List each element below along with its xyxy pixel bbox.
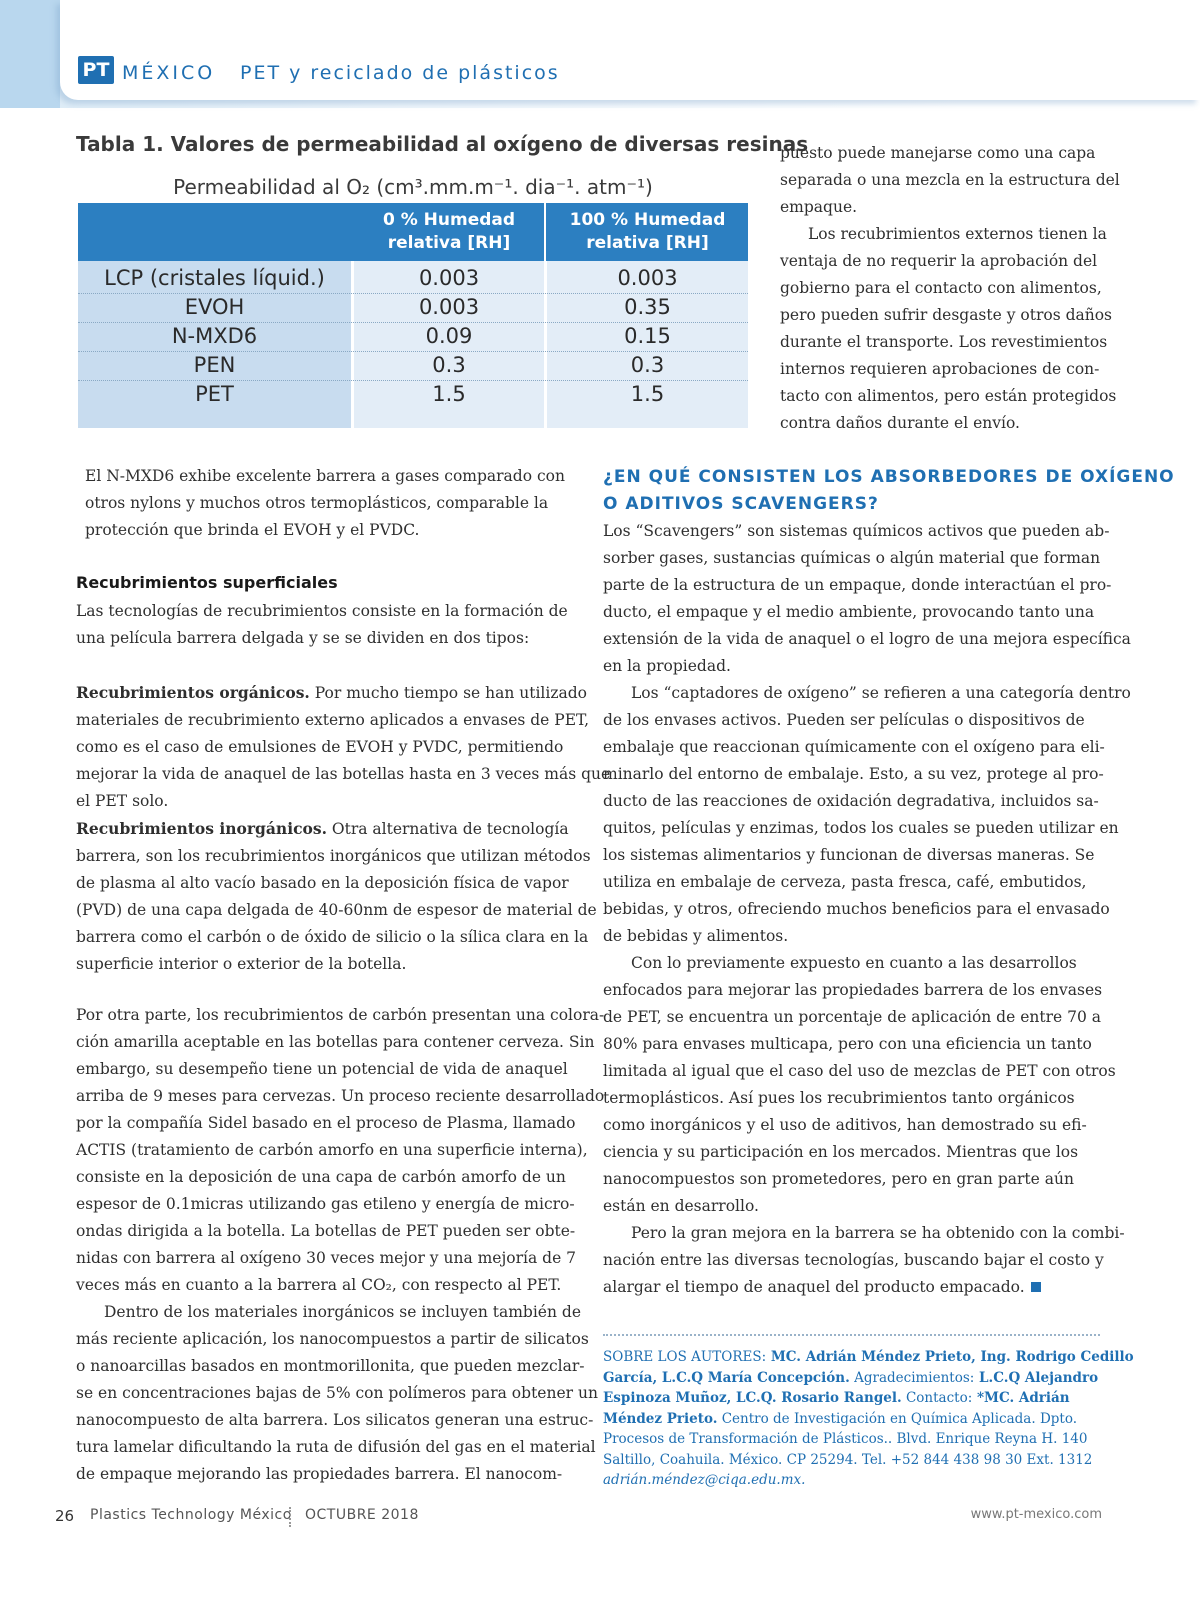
- authors-box: SOBRE LOS AUTORES: MC. Adrián Méndez Prieto, Ing. Rodrigo Cedillo García, L.C.Q María Concepción. Agradecimientos: L.C.Q Alejandro Espinoza Muñoz, LC.Q. Rosario Rangel. Contacto: *MC. Adrián Méndez Prieto. Centro de Investigación en Química Aplicada. Dpto. Procesos de Transformación de Plásticos.. Blvd. Enrique Reyna H. 140 Saltillo, Coahuila. México. CP 25294. Tel. +52 844 438 98 30 Ext. 1312 adrián.méndez@ciqa.edu.mx.: [603, 1349, 1134, 1488]
- table-header-rh100: 100 % Humedad relativa [RH]: [569, 210, 726, 253]
- authors-divider: [603, 1334, 1100, 1336]
- table-cell-resin: LCP (cristales líquid.): [104, 266, 325, 290]
- header-country: MÉXICO: [122, 62, 216, 84]
- table-row: [78, 265, 748, 294]
- table-cell-rh0: 0.003: [418, 295, 480, 319]
- table-cell-rh0: 0.09: [425, 324, 473, 348]
- magazine-name: Plastics Technology México: [90, 1507, 292, 1523]
- table-row: [78, 323, 748, 352]
- table-header-rh0: 0 % Humedad relativa [RH]: [382, 210, 516, 253]
- permeability-table: [78, 203, 748, 428]
- table-row: [78, 352, 748, 381]
- table-cell-rh100: 0.35: [624, 295, 671, 319]
- table-cell-rh100: 0.15: [624, 324, 671, 348]
- footer-divider: [289, 1507, 291, 1527]
- organic-paragraph: Recubrimientos orgánicos. Por mucho tiempo se han utilizado materiales de recubrimiento externo aplicados a envases de PET, como es el caso de emulsiones de EVOH y PVDC, permitiendo mejorar la vida de anaquel de las botellas hasta en 3 veces más que el PET solo. Recubrimientos inorgánicos. Otra alternativa de tecnología barrera, son los recubrimientos inorgánicos que utilizan métodos de plasma al alto vacío basado en la deposición física de vapor (PVD) de una capa delgada de 40-60nm de espesor de material de barrera como el carbón o de óxido de silicio o la sílica clara en la superficie interior o exterior de la botella.: [76, 683, 611, 973]
- table-title: Tabla 1. Valores de permeabilidad al oxígeno de diversas resinas: [76, 132, 809, 156]
- table-cell-resin: EVOH: [184, 295, 245, 319]
- intro-paragraph: El N-MXD6 exhibe excelente barrera a gases comparado con otros nylons y muchos otros termoplásticos, comparable la protección que brinda el EVOH y el PVDC.: [85, 467, 565, 539]
- coatings-paragraph: Las tecnologías de recubrimientos consiste en la formación de una película barrera delgada y se se dividen en dos tipos:: [76, 602, 568, 647]
- section-heading: Recubrimientos superficiales: [76, 573, 338, 592]
- organic-label: Recubrimientos orgánicos.: [76, 683, 310, 702]
- issue-date: OCTUBRE 2018: [305, 1507, 419, 1523]
- table-row: [78, 381, 748, 410]
- table-cell-resin: N-MXD6: [171, 324, 258, 348]
- table-cell-rh100: 0.3: [630, 353, 665, 377]
- table-cell-rh0: 0.3: [432, 353, 466, 377]
- table-cell-rh0: 0.003: [418, 266, 480, 290]
- right-top-text: puesto puede manejarse como una capa separada o una mezcla en la estructura del empaque. Los recubrimientos externos tienen la ventaja de no requerir la aprobación del gobierno para el contacto con alimentos, pero pueden sufrir desgaste y otros daños durante el transporte. Los revestimientos internos requieren aprobaciones de con- tacto con alimentos, pero están protegidos contra daños durante el envío.: [780, 144, 1120, 432]
- scavengers-text: Los “Scavengers” son sistemas químicos activos que pueden ab- sorber gases, sustancias químicas o algún material que forman parte de la estructura de un empaque, donde interactúan el pro- ducto, el empaque y el medio ambiente, provocando tanto una extensión de la vida de anaquel o el logro de una mejora específica en la propiedad. Los “captadores de oxígeno” se refieren a una categoría dentro de los envases activos. Pueden ser películas o dispositivos de embalaje que reaccionan químicamente con el oxígeno para eli- minarlo del entorno de embalaje. Esto, a su vez, protege al pro- ducto de las reacciones de oxidación degradativa, incluidos sa- quitos, películas y enzimas, todos los cuales se pueden utilizar en los sistemas alimentarios y funcionan de diversas maneras. Se utiliza en embalaje de cerveza, pasta fresca, café, embutidos, bebidas, y otros, ofreciendo muchos beneficios para el envasado de bebidas y alimentos. Con lo previamente expuesto en cuanto a las desarrollos enfocados para mejorar las propiedades barrera de los envases de PET, se encuentra un porcentaje de aplicación de entre 70 a 80% para envases multicapa, pero con una eficiencia un tanto limitada al igual que el caso del uso de mezclas de PET con otros termoplásticos. Así pues los recubrimientos tanto orgánicos como inorgánicos y el uso de aditivos, han demostrado su efi- ciencia y su participación en los mercados. Mientras que los nanocompuestos son prometedores, pero en gran parte aún están en desarrollo. Pero la gran mejora en la barrera se ha obtenido con la combi- nación entre las diversas tecnologías, buscando bajar el costo y alargar el tiempo de anaquel del producto empacado.: [603, 522, 1131, 1296]
- authors-label: SOBRE LOS AUTORES:: [603, 1349, 767, 1365]
- table-unit: Permeabilidad al O₂ (cm³.mm.m⁻¹. dia⁻¹. atm⁻¹): [173, 175, 653, 199]
- end-of-article-square-icon: [1031, 1282, 1041, 1292]
- header-section: PET y reciclado de plásticos: [240, 62, 560, 84]
- table-cell-rh0: 1.5: [432, 382, 466, 406]
- table-cell-rh100: 1.5: [630, 382, 665, 406]
- header-panel: [60, 0, 1200, 100]
- table-cell-resin: PEN: [193, 353, 236, 377]
- pt-logo: PT: [78, 56, 114, 84]
- table-cell-resin: PET: [195, 382, 234, 406]
- website-link[interactable]: www.pt-mexico.com: [970, 1507, 1102, 1522]
- scavengers-heading: ¿EN QUÉ CONSISTEN LOS ABSORBEDORES DE OXÍGENO O ADITIVOS SCAVENGERS?: [603, 467, 1175, 514]
- carbon-paragraph: Por otra parte, los recubrimientos de carbón presentan una colora- ción amarilla aceptable en las botellas para contener cerveza. Sin embargo, su desempeño tiene un potencial de vida de anaquel arriba de 9 meses para cervezas. Un proceso reciente desarrollado por la compañía Sidel basado en el proceso de Plasma, llamado ACTIS (tratamiento de carbón amorfo en una superficie interna), consiste en la deposición de una capa de carbón amorfo de un espesor de 0.1micras utilizando gas etileno y energía de micro- ondas dirigida a la botella. La botellas de PET pueden ser obte- nidas con barrera al oxígeno 30 veces mejor y una mejoría de 7 veces más en cuanto a la barrera al CO₂, con respecto al PET. Dentro de los materiales inorgánicos se incluyen también de más reciente aplicación, los nanocompuestos a partir de silicatos o nanoarcillas basados en montmorillonita, que pueden mezclar- se en concentraciones bajas de 5% con polímeros para obtener un nanocompuesto de alta barrera. Los silicatos generan una estruc- tura lamelar dificultando la ruta de difusión del gas en el material de empaque mejorando las propiedades barrera. El nanocom-: [76, 1006, 605, 1483]
- header-strip: [0, 0, 60, 108]
- inorganic-label: Recubrimientos inorgánicos.: [76, 819, 327, 838]
- table-row: [78, 294, 748, 323]
- page-number: 26: [55, 1507, 75, 1525]
- table-header-row: [78, 203, 748, 261]
- author-email-link[interactable]: adrián.méndez@ciqa.edu.mx.: [603, 1472, 806, 1488]
- table-cell-rh100: 0.003: [617, 266, 678, 290]
